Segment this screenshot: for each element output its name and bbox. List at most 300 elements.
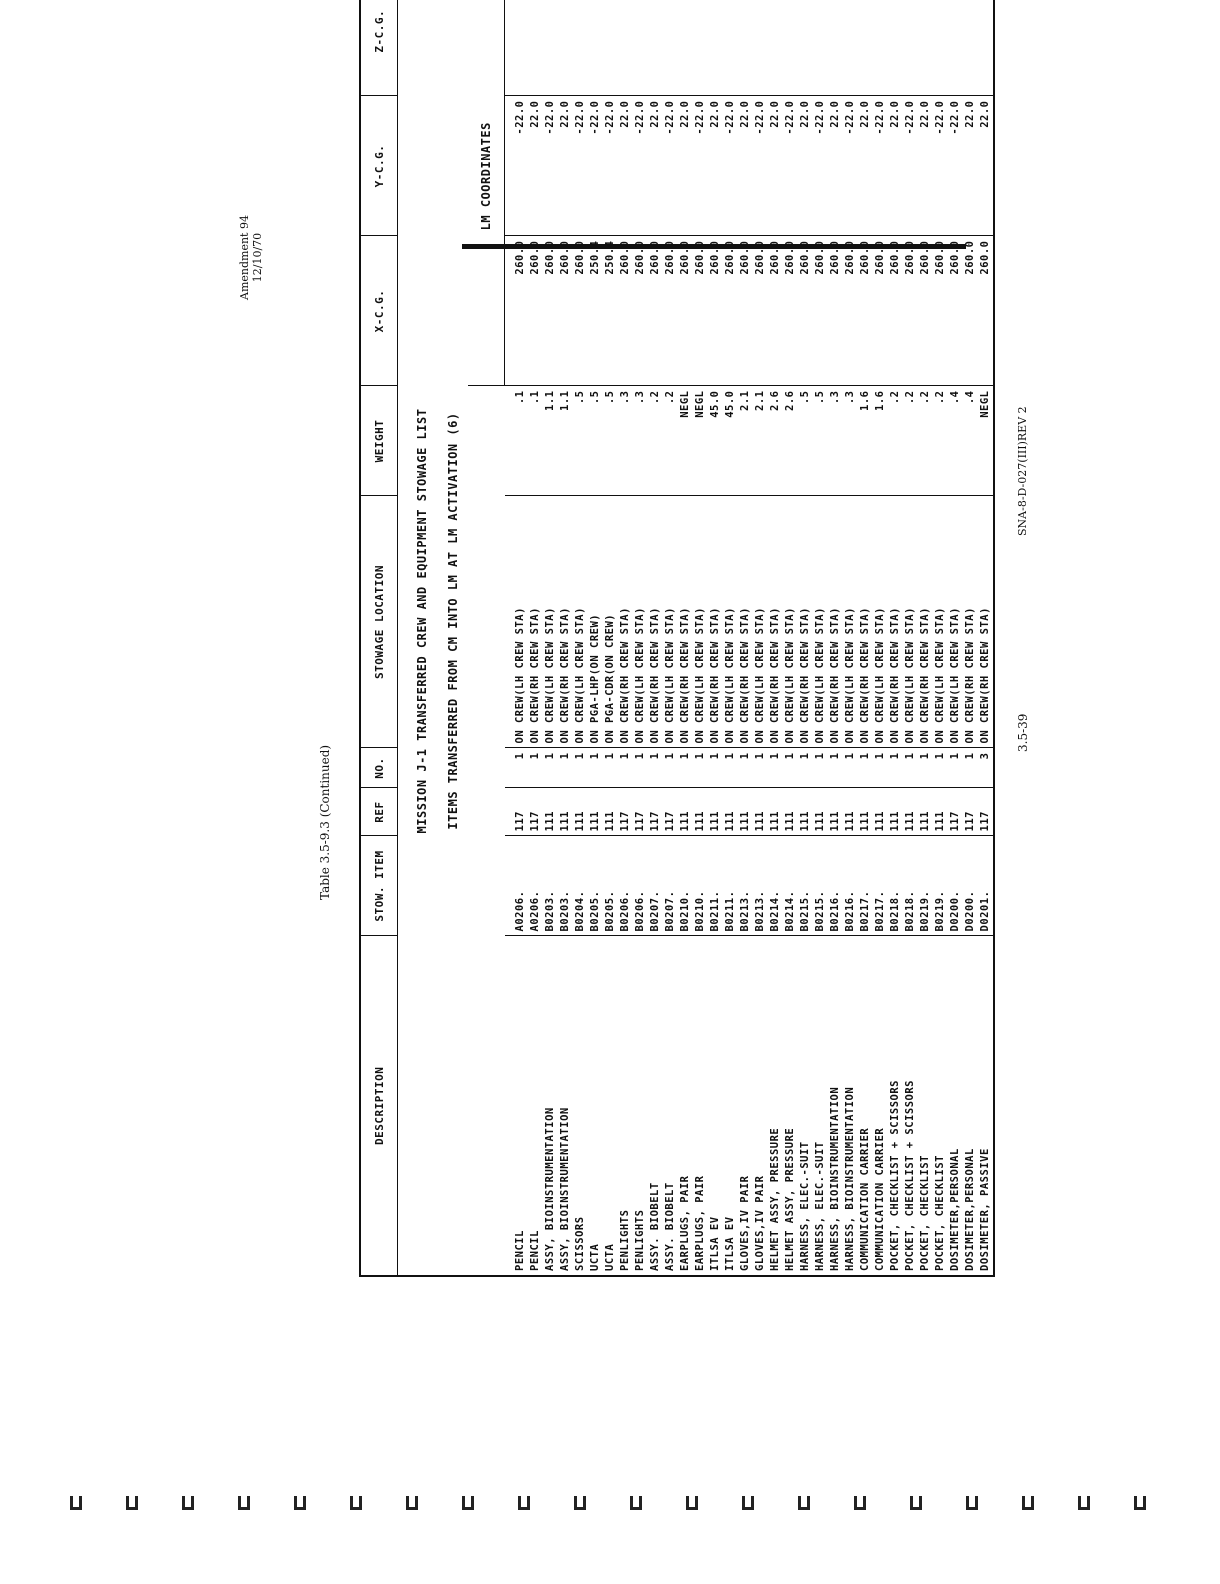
table-cell: 260.0	[648, 236, 663, 386]
table-cell: 2.6	[768, 386, 783, 496]
table-row	[813, 0, 828, 1276]
table-cell: ITLSA EV	[724, 1216, 736, 1271]
table-cell: .1	[505, 386, 529, 496]
table-cell: B0215.	[813, 836, 828, 936]
table-row	[753, 0, 768, 1276]
table-cell: -22.0	[753, 96, 768, 236]
table-cell: 22.0	[963, 96, 978, 236]
table-cell: UCTA	[589, 1243, 601, 1271]
table-cell: 260.0	[873, 236, 888, 386]
table-cell: B0213.	[753, 836, 768, 936]
table-cell	[558, 0, 573, 96]
table-cell: 1	[648, 748, 663, 788]
table-cell: 1	[873, 748, 888, 788]
table-cell: ON CREW(LH CREW STA)	[873, 496, 888, 748]
table-cell: B0219.	[918, 836, 933, 936]
table-cell: 260.0	[723, 236, 738, 386]
table-cell: 1	[678, 748, 693, 788]
table-cell: 1	[768, 748, 783, 788]
table-cell: 117	[663, 788, 678, 836]
table-cell: ON CREW(LH CREW STA)	[933, 496, 948, 748]
table-cell: 22.0	[738, 96, 753, 236]
table-row	[783, 0, 798, 1276]
table-cell: 117	[948, 788, 963, 836]
scan-mark	[350, 1496, 362, 1510]
table-cell: 117	[633, 788, 648, 836]
table-cell: B0218.	[903, 836, 918, 936]
table-cell	[678, 0, 693, 96]
table-cell: COMMUNICATION CARRIER	[859, 1127, 871, 1271]
table-subtitle: ITEMS TRANSFERRED FROM CM INTO LM AT LM ACTIVATION (6)	[445, 412, 460, 830]
table-cell: PENLIGHTS	[619, 1209, 631, 1271]
table-cell: 1	[888, 748, 903, 788]
table-cell: 111	[768, 788, 783, 836]
table-cell	[783, 0, 798, 96]
table-cell: DOSIMETER,PERSONAL	[949, 1148, 961, 1271]
table-cell: 260.0	[618, 236, 633, 386]
table-cell: -22.0	[573, 96, 588, 236]
table-cell	[873, 0, 888, 96]
table-row	[978, 0, 994, 1276]
table-cell: ON CREW(RH CREW STA)	[798, 496, 813, 748]
table-cell: 22.0	[918, 96, 933, 236]
table-cell: -22.0	[543, 96, 558, 236]
table-cell: .2	[888, 386, 903, 496]
table-row	[888, 0, 903, 1276]
page-number: 3.5-39	[1016, 713, 1030, 752]
table-cell: ON CREW(RH CREW STA)	[963, 496, 978, 748]
table-cell: .5	[813, 386, 828, 496]
table-row	[528, 0, 543, 1276]
table-cell: -22.0	[603, 96, 618, 236]
table-cell: ON CREW(RH CREW STA)	[648, 496, 663, 748]
table-cell: 111	[873, 788, 888, 836]
table-cell: 1	[783, 748, 798, 788]
table-cell: B0204.	[573, 836, 588, 936]
table-cell: 260.0	[948, 236, 963, 386]
table-cell	[888, 0, 903, 96]
table-cell: 1	[618, 748, 633, 788]
table-row	[558, 0, 573, 1276]
table-cell: D0200.	[963, 836, 978, 936]
table-cell: 1	[948, 748, 963, 788]
table-row	[738, 0, 753, 1276]
table-cell: .2	[648, 386, 663, 496]
table-row	[663, 0, 678, 1276]
table-cell: -22.0	[843, 96, 858, 236]
column-header-row	[360, 0, 398, 1276]
table-cell: 260.0	[888, 236, 903, 386]
table-cell: B0205.	[588, 836, 603, 936]
table-cell: 111	[888, 788, 903, 836]
table-cell	[708, 0, 723, 96]
table-cell	[648, 0, 663, 96]
scan-mark	[518, 1496, 530, 1510]
table-row	[918, 0, 933, 1276]
table-cell: ON PGA-CDR(ON CREW)	[603, 496, 618, 748]
table-cell: 2.1	[738, 386, 753, 496]
table-row	[723, 0, 738, 1276]
table-cell: EARPLUGS, PAIR	[694, 1175, 706, 1271]
table-row	[828, 0, 843, 1276]
table-cell: B0217.	[873, 836, 888, 936]
table-cell: 117	[963, 788, 978, 836]
table-cell: B0216.	[828, 836, 843, 936]
table-cell: 2.1	[753, 386, 768, 496]
table-cell: ASSY. BIOBELT	[649, 1182, 661, 1271]
table-cell: 1.1	[558, 386, 573, 496]
table-cell: B0213.	[738, 836, 753, 936]
table-cell	[693, 0, 708, 96]
scan-mark	[742, 1496, 754, 1510]
table-cell: B0214.	[783, 836, 798, 936]
table-cell: 260.0	[708, 236, 723, 386]
table-cell: 1	[558, 748, 573, 788]
table-cell: 1	[798, 748, 813, 788]
table-cell: 45.0	[708, 386, 723, 496]
table-cell: ON PGA-LHP(ON CREW)	[588, 496, 603, 748]
table-cell: ASSY. BIOBELT	[664, 1182, 676, 1271]
table-cell: 111	[708, 788, 723, 836]
table-cell: 22.0	[798, 96, 813, 236]
table-cell: B0207.	[663, 836, 678, 936]
table-cell: 1.6	[858, 386, 873, 496]
table-cell: D0200.	[948, 836, 963, 936]
table-cell: .2	[663, 386, 678, 496]
table-cell: 111	[753, 788, 768, 836]
table-cell	[768, 0, 783, 96]
table-cell: -22.0	[633, 96, 648, 236]
table-cell: 111	[813, 788, 828, 836]
table-cell: PENCIL	[529, 1230, 541, 1271]
table-cell: ON CREW(RH CREW STA)	[978, 496, 994, 748]
table-row	[633, 0, 648, 1276]
table-cell: 260.0	[918, 236, 933, 386]
table-cell: ON CREW(LH CREW STA)	[843, 496, 858, 748]
table-cell: ON CREW(RH CREW STA)	[768, 496, 783, 748]
scan-mark	[966, 1496, 978, 1510]
table-row	[903, 0, 918, 1276]
scan-mark	[574, 1496, 586, 1510]
table-cell: EARPLUGS, PAIR	[679, 1175, 691, 1271]
table-cell: .5	[603, 386, 618, 496]
table-row	[948, 0, 963, 1276]
table-cell: B0203.	[543, 836, 558, 936]
table-cell: ON CREW(RH CREW STA)	[528, 496, 543, 748]
table-cell: DOSIMETER,PERSONAL	[964, 1148, 976, 1271]
table-cell: 111	[918, 788, 933, 836]
table-row	[648, 0, 663, 1276]
col-y-cg: Y-C.G.	[360, 96, 398, 236]
table-cell: POCKET, CHECKLIST	[919, 1155, 931, 1271]
table-cell: 260.0	[753, 236, 768, 386]
table-cell	[618, 0, 633, 96]
table-cell: DOSIMETER, PASSIVE	[979, 1148, 991, 1271]
table-cell	[753, 0, 768, 96]
table-cell: 1	[573, 748, 588, 788]
table-cell: 1	[693, 748, 708, 788]
scan-mark	[1134, 1496, 1146, 1510]
table-cell: 1.1	[543, 386, 558, 496]
table-cell: 111	[828, 788, 843, 836]
table-cell: .4	[963, 386, 978, 496]
table-cell: 2.6	[783, 386, 798, 496]
table-cell: 111	[858, 788, 873, 836]
table-cell	[573, 0, 588, 96]
table-cell: 1	[633, 748, 648, 788]
table-cell: 22.0	[828, 96, 843, 236]
table-cell: HARNESS, ELEC.-SUIT	[799, 1141, 811, 1271]
table-cell: B0211.	[708, 836, 723, 936]
table-cell: -22.0	[588, 96, 603, 236]
table-cell: 260.0	[963, 236, 978, 386]
table-cell	[723, 0, 738, 96]
table-cell: ON CREW(LH CREW STA)	[903, 496, 918, 748]
table-cell: D0201.	[978, 836, 994, 936]
table-cell: HELMET ASSY, PRESSURE	[784, 1127, 796, 1271]
table-cell	[663, 0, 678, 96]
amendment-date: 12/10/70	[251, 232, 264, 283]
table-cell: 1	[753, 748, 768, 788]
table-cell: B0218.	[888, 836, 903, 936]
table-cell: .5	[573, 386, 588, 496]
table-cell	[633, 0, 648, 96]
table-cell: B0205.	[603, 836, 618, 936]
table-body	[505, 0, 995, 1276]
table-cell: UCTA	[604, 1243, 616, 1271]
table-cell: 117	[618, 788, 633, 836]
scan-mark	[462, 1496, 474, 1510]
table-cell: A0206.	[528, 836, 543, 936]
table-cell: POCKET, CHECKLIST + SCISSORS	[889, 1079, 901, 1271]
table-cell: 111	[903, 788, 918, 836]
table-row	[843, 0, 858, 1276]
table-cell: 22.0	[978, 96, 994, 236]
table-cell: 1	[505, 748, 529, 788]
table-cell: 260.0	[558, 236, 573, 386]
table-cell	[738, 0, 753, 96]
scan-mark	[910, 1496, 922, 1510]
table-cell: 111	[573, 788, 588, 836]
table-cell: NEGL	[693, 386, 708, 496]
table-cell	[903, 0, 918, 96]
table-cell: .3	[828, 386, 843, 496]
table-cell: 22.0	[888, 96, 903, 236]
rotated-table-wrapper	[359, 0, 991, 1277]
table-cell: -22.0	[505, 96, 529, 236]
table-cell: ON CREW(LH CREW STA)	[948, 496, 963, 748]
table-cell: -22.0	[948, 96, 963, 236]
scan-mark	[238, 1496, 250, 1510]
table-cell	[828, 0, 843, 96]
table-cell: HARNESS, ELEC.-SUIT	[814, 1141, 826, 1271]
table-cell: 260.0	[858, 236, 873, 386]
table-cell: 260.0	[663, 236, 678, 386]
table-cell: SCISSORS	[574, 1216, 586, 1271]
table-cell: ON CREW(RH CREW STA)	[558, 496, 573, 748]
table-cell	[813, 0, 828, 96]
table-cell: 45.0	[723, 386, 738, 496]
amendment-label: Amendment 94	[238, 215, 251, 300]
table-cell: B0214.	[768, 836, 783, 936]
table-cell: 111	[678, 788, 693, 836]
table-cell: A0206.	[505, 836, 529, 936]
table-cell: ON CREW(LH CREW STA)	[543, 496, 558, 748]
table-cell: 260.0	[903, 236, 918, 386]
table-cell: 260.0	[693, 236, 708, 386]
table-cell: .5	[588, 386, 603, 496]
table-cell: -22.0	[813, 96, 828, 236]
table-cell: 250.4	[588, 236, 603, 386]
table-cell	[948, 0, 963, 96]
coordinates-label: LM COORDINATES	[468, 0, 505, 386]
table-cell: 1	[858, 748, 873, 788]
table-cell: B0206.	[633, 836, 648, 936]
table-cell: ON CREW(RH CREW STA)	[918, 496, 933, 748]
table-cell: 1	[708, 748, 723, 788]
table-cell	[858, 0, 873, 96]
col-no: NO.	[360, 748, 398, 788]
table-cell: ON CREW(LH CREW STA)	[783, 496, 798, 748]
table-cell: 1.6	[873, 386, 888, 496]
table-cell: 260.0	[505, 236, 529, 386]
table-cell: -22.0	[903, 96, 918, 236]
col-stowage-location: STOWAGE LOCATION	[360, 496, 398, 748]
stowage-table	[359, 0, 995, 1277]
table-cell: 22.0	[768, 96, 783, 236]
table-cell: ITLSA EV	[709, 1216, 721, 1271]
table-cell: 1	[933, 748, 948, 788]
table-cell: 22.0	[708, 96, 723, 236]
table-cell: 260.0	[978, 236, 994, 386]
table-cell: 22.0	[678, 96, 693, 236]
table-cell: 117	[978, 788, 994, 836]
table-row	[963, 0, 978, 1276]
table-row	[678, 0, 693, 1276]
table-cell: ON CREW(LH CREW STA)	[723, 496, 738, 748]
table-cell: ON CREW(LH CREW STA)	[573, 496, 588, 748]
table-cell: NEGL	[978, 386, 994, 496]
scan-mark	[182, 1496, 194, 1510]
table-cell	[798, 0, 813, 96]
scan-mark	[294, 1496, 306, 1510]
table-cell: 1	[543, 748, 558, 788]
table-row	[588, 0, 603, 1276]
table-cell: 260.0	[798, 236, 813, 386]
table-cell: 260.0	[678, 236, 693, 386]
table-row	[603, 0, 618, 1276]
table-cell	[543, 0, 558, 96]
table-cell: 1	[903, 748, 918, 788]
table-cell: HARNESS, BIOINSTRUMENTATION	[829, 1086, 841, 1271]
table-cell: 1	[723, 748, 738, 788]
table-cell: B0203.	[558, 836, 573, 936]
table-cell: .2	[918, 386, 933, 496]
table-title: MISSION J-1 TRANSFERRED CREW AND EQUIPMENT STOWAGE LIST	[414, 408, 429, 834]
table-cell	[603, 0, 618, 96]
table-cell: GLOVES,IV PAIR	[739, 1175, 751, 1271]
table-cell: -22.0	[723, 96, 738, 236]
table-cell: B0211.	[723, 836, 738, 936]
table-cell: PENLIGHTS	[634, 1209, 646, 1271]
table-cell: 111	[558, 788, 573, 836]
table-cell: 260.0	[633, 236, 648, 386]
table-cell: 1	[738, 748, 753, 788]
table-cell: .3	[618, 386, 633, 496]
table-cell: 117	[505, 788, 529, 836]
scan-mark	[70, 1496, 82, 1510]
table-cell: 1	[528, 748, 543, 788]
table-cell	[843, 0, 858, 96]
table-cell: ON CREW(LH CREW STA)	[663, 496, 678, 748]
scan-mark	[630, 1496, 642, 1510]
table-cell: -22.0	[783, 96, 798, 236]
table-cell	[588, 0, 603, 96]
table-cell: 22.0	[858, 96, 873, 236]
amendment-block	[238, 215, 264, 300]
table-cell: ON CREW(RH CREW STA)	[888, 496, 903, 748]
table-cell: 1	[843, 748, 858, 788]
table-cell: 260.0	[543, 236, 558, 386]
table-cell: ASSY, BIOINSTRUMENTATION	[559, 1107, 571, 1271]
table-cell: PENCIL	[513, 1230, 526, 1271]
table-cell	[963, 0, 978, 96]
scan-mark	[798, 1496, 810, 1510]
table-cell: 111	[843, 788, 858, 836]
col-weight: WEIGHT	[360, 386, 398, 496]
table-row	[933, 0, 948, 1276]
table-cell: 117	[528, 788, 543, 836]
col-stow-item: STOW. ITEM	[360, 836, 398, 936]
table-cell: 3	[978, 748, 994, 788]
table-cell: HARNESS, BIOINSTRUMENTATION	[844, 1086, 856, 1271]
col-x-cg: X-C.G.	[360, 236, 398, 386]
table-row	[505, 0, 529, 1276]
table-cell: 260.0	[843, 236, 858, 386]
table-row	[768, 0, 783, 1276]
table-cell: 260.0	[828, 236, 843, 386]
table-cell: B0207.	[648, 836, 663, 936]
table-header-block	[398, 0, 505, 1276]
table-cell: -22.0	[933, 96, 948, 236]
table-cell: 111	[543, 788, 558, 836]
table-cell: 260.0	[933, 236, 948, 386]
table-cell: 111	[783, 788, 798, 836]
table-cell	[978, 0, 994, 96]
table-cell: ON CREW(LH CREW STA)	[693, 496, 708, 748]
scan-mark	[686, 1496, 698, 1510]
table-cell: 260.0	[783, 236, 798, 386]
table-cell: 1	[813, 748, 828, 788]
table-cell: ON CREW(RH CREW STA)	[708, 496, 723, 748]
table-cell	[528, 0, 543, 96]
table-cell: 111	[933, 788, 948, 836]
table-cell: ON CREW(RH CREW STA)	[738, 496, 753, 748]
table-cell: -22.0	[693, 96, 708, 236]
table-cell: 250.4	[603, 236, 618, 386]
table-cell: ON CREW(LH CREW STA)	[505, 496, 529, 748]
table-cell: B0219.	[933, 836, 948, 936]
table-cell: ON CREW(RH CREW STA)	[858, 496, 873, 748]
table-cell: 111	[798, 788, 813, 836]
table-caption: Table 3.5-9.3 (Continued)	[318, 744, 332, 900]
col-ref: REF	[360, 788, 398, 836]
scan-mark	[126, 1496, 138, 1510]
table-cell: -22.0	[663, 96, 678, 236]
table-cell: 111	[723, 788, 738, 836]
table-cell: HELMET ASSY, PRESSURE	[769, 1127, 781, 1271]
table-row	[543, 0, 558, 1276]
